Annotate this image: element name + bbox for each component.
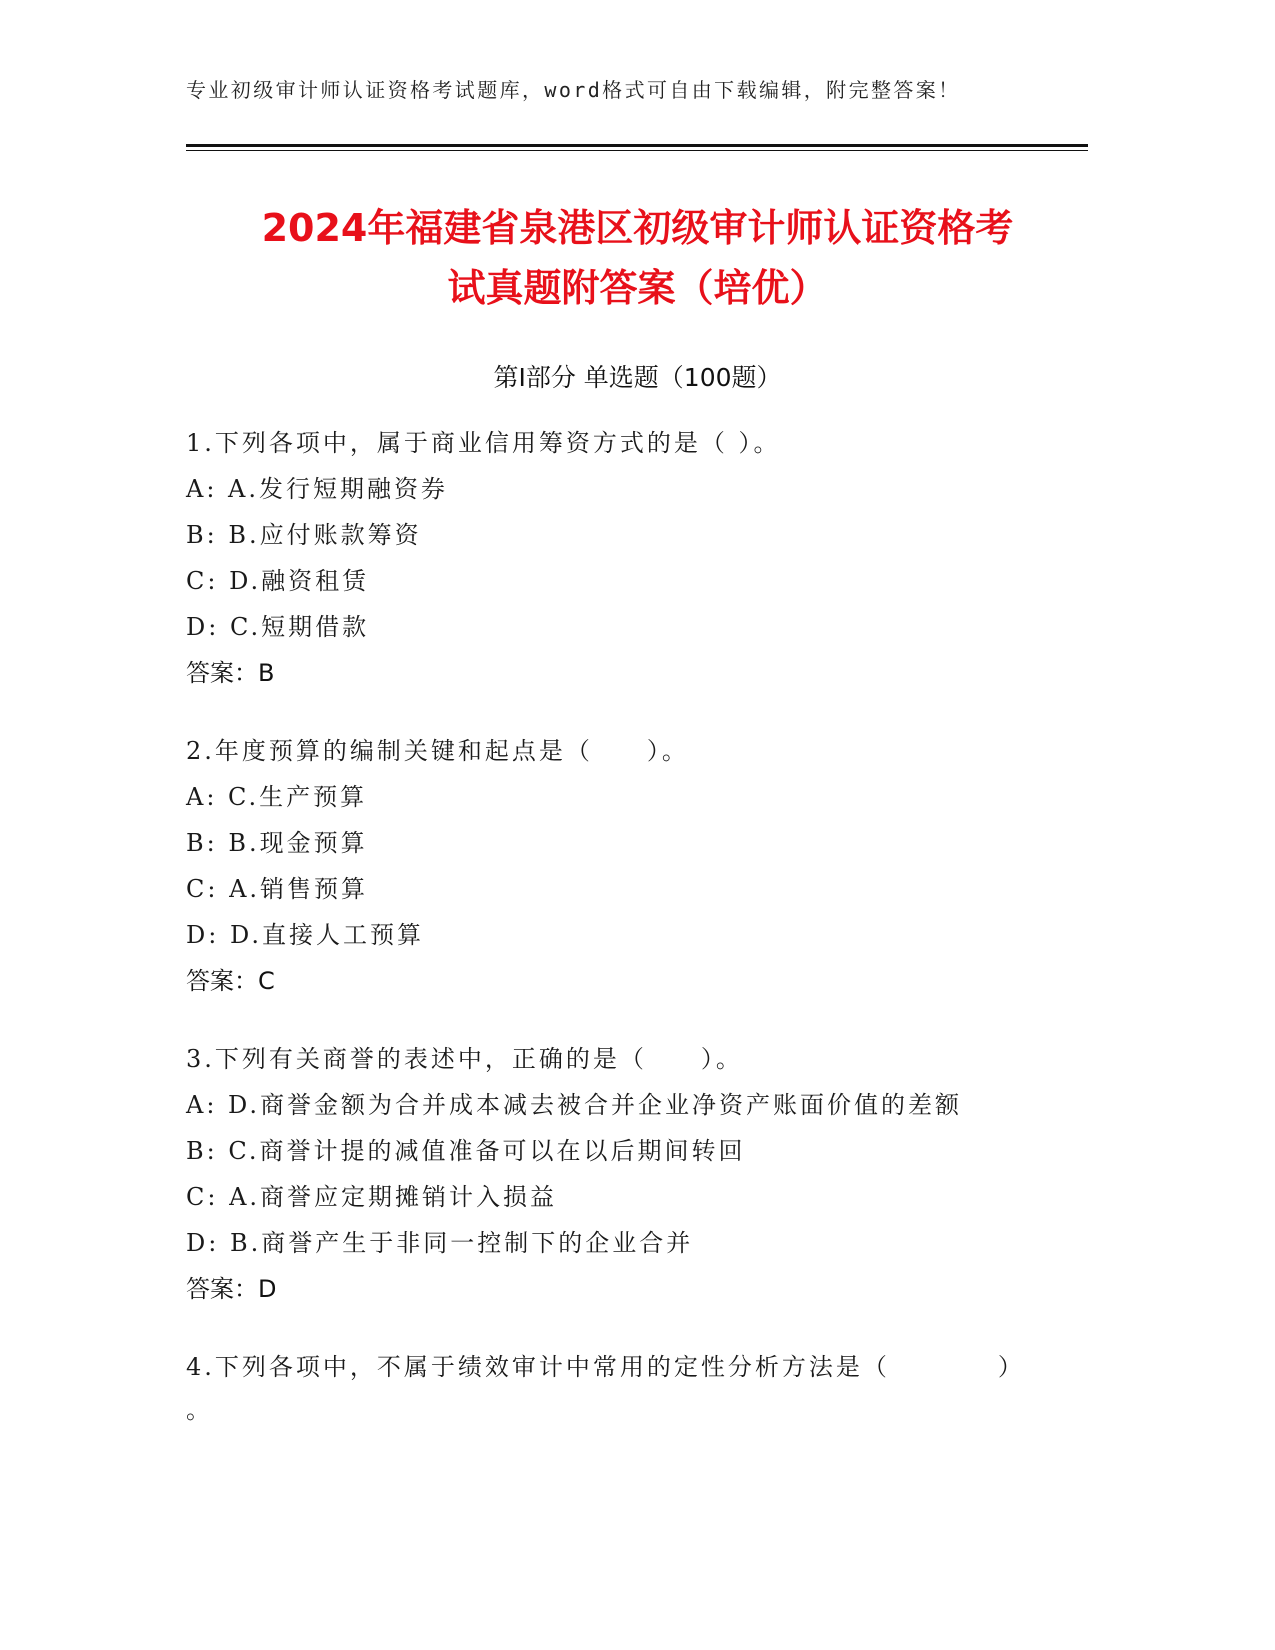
question-stem: 1.下列各项中，属于商业信用筹资方式的是（ ）。 [186, 429, 781, 457]
question-stem: 2.年度预算的编制关键和起点是（ ）。 [186, 737, 689, 765]
option-c: C: D.融资租赁 [186, 567, 370, 595]
question-stem-continuation: 。 [186, 1396, 210, 1424]
answer: 答案：B [186, 659, 275, 687]
header-note: 专业初级审计师认证资格考试题库，word格式可自由下载编辑，附完整答案！ [186, 78, 961, 102]
section-heading: 第Ⅰ部分 单选题（100题） [493, 363, 782, 392]
header-rule-thin [186, 150, 1088, 151]
title-line-2: 试真题附答案（培优） [447, 266, 828, 310]
question-stem: 3.下列有关商誉的表述中，正确的是（ ）。 [186, 1045, 743, 1073]
option-d: D: C.短期借款 [186, 613, 370, 641]
option-d: D: B.商誉产生于非同一控制下的企业合并 [186, 1229, 694, 1257]
question-4 [186, 1344, 1086, 1430]
option-b: B: B.现金预算 [186, 829, 368, 857]
question-3 [186, 1036, 1086, 1312]
question-2 [186, 728, 1086, 1004]
answer: 答案：D [186, 1275, 277, 1303]
title-line-1: 2024年福建省泉港区初级审计师认证资格考 [261, 206, 1014, 250]
option-d: D: D.直接人工预算 [186, 921, 424, 949]
option-c: C: A.销售预算 [186, 875, 369, 903]
header-rule-thick [186, 144, 1088, 147]
question-stem: 4.下列各项中，不属于绩效审计中常用的定性分析方法是（ ） [186, 1353, 1025, 1381]
option-a: A: C.生产预算 [186, 783, 368, 811]
option-a: A: D.商誉金额为合并成本减去被合并企业净资产账面价值的差额 [186, 1091, 963, 1119]
option-b: B: C.商誉计提的减值准备可以在以后期间转回 [186, 1137, 746, 1165]
option-c: C: A.商誉应定期摊销计入损益 [186, 1183, 558, 1211]
document-title [150, 198, 1125, 318]
option-a: A: A.发行短期融资券 [186, 475, 449, 503]
answer: 答案：C [186, 967, 275, 995]
question-1 [186, 420, 1086, 696]
option-b: B: B.应付账款筹资 [186, 521, 422, 549]
